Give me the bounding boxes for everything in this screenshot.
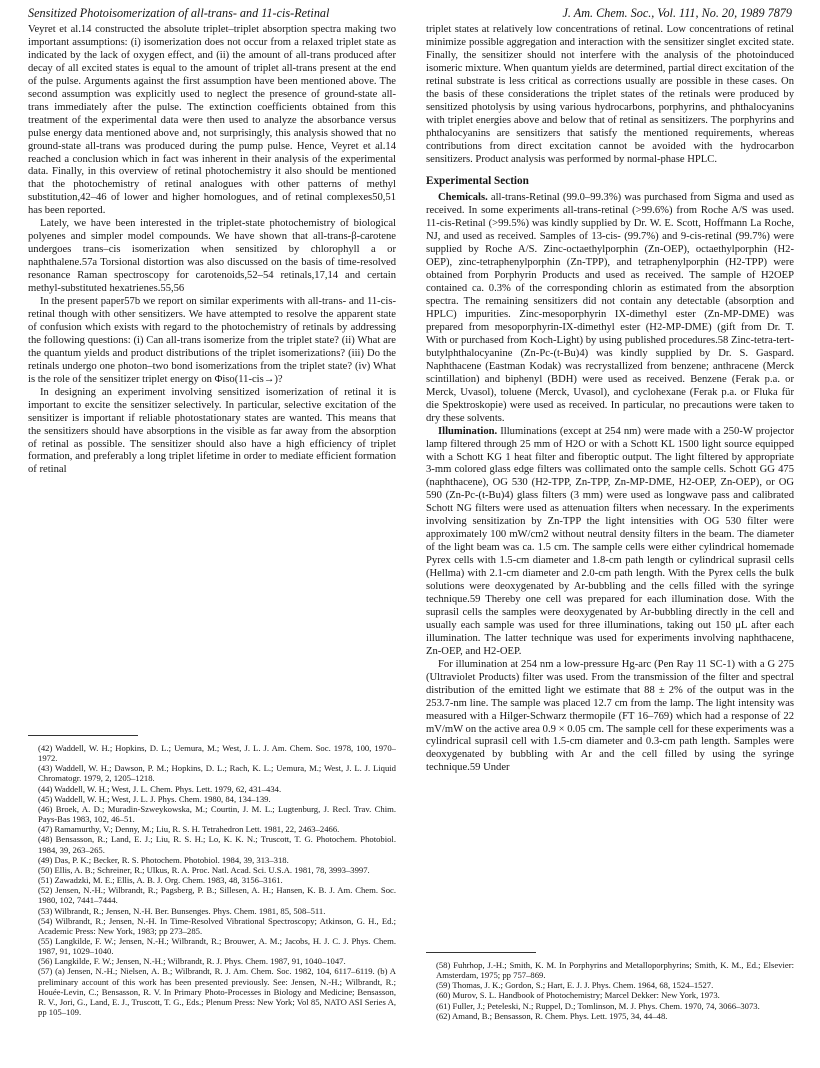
- reference-item: (58) Fuhrhop, J.-H.; Smith, K. M. In Porphyrins and Metalloporphyrins; Smith, K. M., Ed.; Elsevier: Amsterdam, 1975; pp 757–869.: [436, 960, 794, 981]
- reference-item: (59) Thomas, J. K.; Gordon, S.; Hart, E. J. J. Phys. Chem. 1964, 68, 1524–1527.: [436, 980, 714, 991]
- reference-item: (50) Ellis, A. B.; Schreiner, R.; Ulkus, R. A. Proc. Natl. Acad. Sci. U.S.A. 1981, 78, 3993–3997.: [38, 864, 370, 875]
- reference-item: (48) Bensasson, R.; Land, E. J.; Liu, R. S. H.; Lo, K. K. N.; Truscott, T. G. Photochem. Photobiol. 1984, 39, 263–265.: [38, 834, 396, 855]
- paragraph: In designing an experiment involving sensitized isomerization of retinal it is important to excite the sensitizer selectively. In particular, selective excitation of the sensitizer is important if reliable photostationary states are wanted. This means that the sensitizers should have absorptions in the visible as far away from the absorption of retinal as possible. The sensitizer should also have a high efficiency of triplet formation, and preferably a long triplet lifetime in order to mediate efficient formation of retinal: [28, 386, 396, 476]
- run-in-heading: Chemicals.: [438, 192, 488, 204]
- running-header-title: Sensitized Photoisomerization of all-trans- and 11-cis-Retinal: [28, 6, 330, 20]
- paragraph: Veyret et al.14 constructed the absolute triplet–triplet absorption spectra making two important assumptions: (i) isomerization does not occur from a relaxed triplet state as indicated by the lack of oxygen effect, and (ii) the amount of all-trans produced after decay of all excited states is equal to the amount of triplet all-trans present at the end of the pulse. Arguments against the first assumption have been mentioned above. The second assumption was explicitly used to neglect the presence of ground-state all-trans immediately after the pulse. The extinction coefficients obtained from this treatment of the experimental data were then used to analyze the absorbance versus pulse energy data mentioned above and, not surprisingly, this analysis showed that no ground-state all-trans was produced during the pump pulse. Hence, Veyret et al.14 reached a conclusion which in fact was inherent in their analysis of the experimental data. Finally, in this overview of retinal photochemistry it also should be mentioned that the photochemistry of retinal analogues with other patterns of methyl substitution,42–46 of lower and higher homologues, and of retinal complexes50,51 has been reported.: [28, 24, 396, 217]
- reference-item: (51) Zawadzki, M. E.; Ellis, A. B. J. Org. Chem. 1983, 48, 3156–3161.: [38, 875, 283, 886]
- paragraph: triplet states at relatively low concentrations of retinal. Low concentrations of retinal minimize possible aggregation and interaction with the sensitizer singlet excited state. Finally, the sensitizer should not interfere with the analysis of the photoinduced isomeric mixture. When quantum yields are determined, partial direct excitation of the retinal substrate is less critical as corrections usually are possible in these cases. On the basis of these considerations the triplet states of the retinals were produced by sensitized photolysis by using various hydrocarbons, porphyrins, and phthalocyanins with triplet energies above and below that of retinal as sensitizers. The porphyrins and phthalocyanins are sensitizers that satisfy the mentioned requirements, whereas contributions from direct excitation cannot be avoided with the hydrocarbon sensitizers. Product analysis was performed by normal-phase HPLC.: [426, 24, 794, 165]
- reference-item: (49) Das, P. K.; Becker, R. S. Photochem. Photobiol. 1984, 39, 313–318.: [38, 854, 289, 865]
- reference-item: (54) Wilbrandt, R.; Jensen, N.-H. In Time-Resolved Vibrational Spectroscopy; Atkinson, G. H., Ed.; Academic Press: New York, 1983; pp 273–285.: [38, 915, 396, 936]
- reference-item: (46) Broek, A. D.; Muradin-Szweykowska, M.; Courtin, J. M. L.; Lugtenburg, J. Recl. Trav. Chim. Pays-Bas 1983, 102, 46–51.: [38, 803, 396, 825]
- section-heading: Experimental Section: [426, 175, 529, 188]
- reference-item: (57) (a) Jensen, N.-H.; Nielsen, A. B.; Wilbrandt, R. J. Am. Chem. Soc. 1982, 104, 6117–6119. (b) A preliminary account of this work has been presented previously. See: Jensen, N.-H.; Wilbrandt, R.; Houée-Levin, C.; Bensasson, R. V. In Primary Photo-Processes in Biology and Medicine; Bensasson, R. V., Jori, G., Land, E. J., Truscott, T. G., Eds.; Plenum Press: New York; Vol 85, NATO ASI Series A, pp 105–109.: [38, 966, 396, 1018]
- reference-item: (42) Waddell, W. H.; Hopkins, D. L.; Uemura, M.; West, J. L. J. Am. Chem. Soc. 1978, 100, 1970–1972.: [38, 743, 396, 764]
- reference-item: (52) Jensen, N.-H.; Wilbrandt, R.; Pagsberg, P. B.; Sillesen, A. H.; Hansen, K. B. J. Am. Chem. Soc. 1980, 102, 7441–7444.: [38, 885, 396, 906]
- reference-item: (56) Langkilde, F. W.; Jensen, N.-H.; Wilbrandt, R. J. Phys. Chem. 1987, 91, 1040–1047.: [38, 956, 346, 967]
- references-left: [28, 743, 396, 1017]
- reference-item: (47) Ramamurthy, V.; Denny, M.; Liu, R. S. H. Tetrahedron Lett. 1981, 22, 2463–2466.: [38, 824, 340, 835]
- reference-item: (62) Amand, B.; Bensasson, R. Chem. Phys. Lett. 1975, 34, 44–48.: [436, 1010, 668, 1021]
- reference-item: (44) Waddell, W. H.; West, J. L. Chem. Phys. Lett. 1979, 62, 431–434.: [38, 783, 282, 794]
- run-in-heading: Illumination.: [438, 425, 498, 437]
- right-column: [426, 24, 794, 775]
- left-column: [28, 24, 396, 477]
- paragraph-chemicals: [426, 192, 794, 425]
- paragraph: Lately, we have been interested in the triplet-state photochemistry of biological polyenes and simpler model compounds. We have shown that all-trans-β-carotene undergoes trans–cis isomerization when sensitized by chlorophyll a or naphthalene.57a Torsional distortion was also discussed on the basis of time-resolved resonance Raman spectroscopy for carotenoids,52–54 retinals,17,14 and certain methyl-substituted hexatrienes.55,56: [28, 218, 396, 295]
- reference-item: (43) Waddell, W. H.; Dawson, P. M.; Hopkins, D. L.; Rach, K. L.; Uemura, M.; West, J. L. J. Liquid Chromatogr. 1979, 2, 1205–1218.: [38, 763, 396, 784]
- running-header-journal: J. Am. Chem. Soc., Vol. 111, No. 20, 1989 7879: [562, 6, 792, 20]
- reference-item: (61) Fuller, J.; Peteleski, N.; Ruppel, D.; Tomlinson, M. J. Phys. Chem. 1970, 74, 3066–3073.: [436, 1000, 760, 1011]
- reference-item: (45) Waddell, W. H.; West, J. L. J. Phys. Chem. 1980, 84, 134–139.: [38, 793, 271, 804]
- footnote-rule: [28, 735, 138, 736]
- paragraph: For illumination at 254 nm a low-pressure Hg-arc (Pen Ray 11 SC-1) with a G 275 (Ultraviolet Products) filter was used. From the transmission of the filter and spectral distribution of the emitted light we estimate that 88 ± 2% of the output was in the 253.7-nm line. The sample was placed 12.7 cm from the lamp. The light intensity was measured with a Hilger-Schwarz thermopile (FT 16–769) which had a response of 22 mV/mW on the active area 0.9 × 0.05 cm. The sample cell for these experiments was a cylindrical suprasil cell with 1.5-cm diameter and 0.3-cm path length. Samples were deoxygenated by bubbling with Ar and the cell filled by using the syringe technique.59 Under: [426, 658, 794, 774]
- reference-item: (60) Murov, S. L. Handbook of Photochemistry; Marcel Dekker: New York, 1973.: [436, 990, 720, 1001]
- paragraph: In the present paper57b we report on similar experiments with all-trans- and 11-cis-retinal though with other sensitizers. We have attempted to resolve the apparent state of confusion which exists with regard to the photochemistry of retinals by addressing the following questions: (i) Can all-trans isomerize from the triplet state? (ii) What are the quantum yields and product distributions of the triplet isomerizations? (iii) Do the retinals undergo one photon–two bond isomerizations from the triplet state? (iv) What is the role of the sensitizer triplet energy on Φiso(11-cis→)?: [28, 296, 396, 385]
- references-right: [426, 960, 794, 1021]
- reference-item: (55) Langkilde, F. W.; Jensen, N.-H.; Wilbrandt, R.; Brouwer, A. M.; Jacobs, H. J. C. J. Phys. Chem. 1987, 91, 1029–1040.: [38, 935, 396, 957]
- paragraph-text: all-trans-Retinal (99.0–99.3%) was purchased from Sigma and used as received. In some experiments all-trans-retinal (>99.6%) from Roche A/S was used. 11-cis-Retinal (>99.5%) was kindly supplied by Dr. W. E. Scott, Hoffmann La Roche, NJ, and used as received. Samples of 13-cis- (99.7%) and 9-cis-retinal (99.7%) were supplied by Roche A/S. Zinc-octaethylporphin (Zn-OEP), octaethylporphin (H2-OEP), zinc-tetraphenylporphin (Zn-TPP), and tetraphenylporphin (H2-TPP) were obtained from Porphyrin Products and used as received. The sample of H2OEP contained ca. 0.3% of the corresponding chlorin as estimated from the absorption spectra. The remaining sensitizers did not contain any detectable (absorption and HPLC) impurities. Zinc-mesoporphyrin IX-dimethyl ester (Zn-MP-DME) was prepared from mesoporphyrin-IX-dimethyl ester (H2-MP-DME) (gift from Dr. T. With or purchased from Koch-Light) by using published procedures.58 Zinc-tetra-tert-butylphthalocyanine (Zn-Pc-(t-Bu)4) was kindly supplied by Dr. S. Gaspard. Naphthacene (Eastman Kodak) was recrystallized from benzene; anthracene (Merck scintillation) and biphenyl (BDH) were used as received. Benzene (Ferak p.a. or Merck, Uvasol), toluene (Merck, Uvasol), and cyclohexane (Ferak p.a. or Fluka für die Spektroskopie) were used as received. In particular, no precautions were taken to dry these solvents.: [426, 192, 794, 424]
- paragraph-illumination: [426, 426, 794, 659]
- reference-item: (53) Wilbrandt, R.; Jensen, N.-H. Ber. Bunsenges. Phys. Chem. 1981, 85, 508–511.: [38, 905, 326, 916]
- paragraph-text: Illuminations (except at 254 nm) were made with a 250-W projector lamp filtered through 25 mm of H2O or with a Schott KL 1500 light source equipped with a Schott KG 1 heat filter and fiberoptic output. The light filtered by appropriate 3-mm colored glass edge filters was collimated onto the sample cells. Schott GG 475 (naphthacene), OG 530 (H2-TPP, Zn-TPP, Zn-MP-DME, H2-OEP, Zn-OEP), or OG 590 (Zn-Pc-(t-Bu)4) glass filters (3 mm) were used as longwave pass and calibrated Schott NG filters were used as attenuation filters when necessary. In the experiments involving sensitization by Zn-TPP the light intensities with OG 530 filter were approximately 100 mW/cm2 without neutral density filters in the beam. The diameter of the light beam was ca. 1.5 cm. The sample cells were either cylindrical homemade Pyrex cells with 1.5-cm diameter and 1.8-cm path length or cylindrical suprasil cells (Hellma) with 2.1-cm diameter and 2.0-cm path length. With the Pyrex cells the bulk solutions were deoxygenated by Ar-bubbling and the cells filled with the syringe technique.59 Thereby one cell was prepared for each illumination dose. With the suprasil cells the samples were deoxygenated by Ar-bubbling directly in the cell and usually each sample was used for three illuminations, taking out 150 μL after each illumination. The latter technique was used for experiments involving naphthacene, Zn-OEP, and H2-OEP.: [426, 425, 794, 657]
- footnote-rule: [426, 952, 536, 953]
